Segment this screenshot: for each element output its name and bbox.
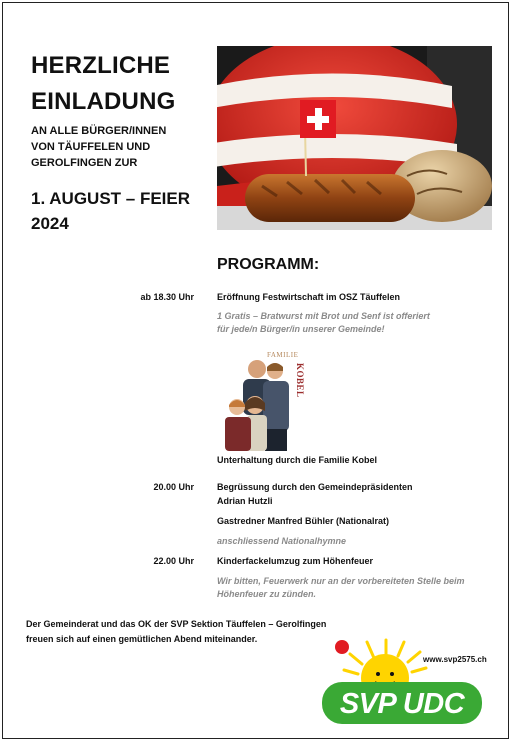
program-item-opening: Eröffnung Festwirtschaft im OSZ Täuffelen (217, 292, 401, 302)
photo-label-familie: FAMILIE (267, 351, 299, 359)
family-kobel-photo (217, 345, 309, 451)
program-item-torch-parade: Kinderfackelumzug zum Höhenfeuer (217, 556, 374, 566)
photo-label-kobel: KOBEL (295, 363, 305, 398)
website-link[interactable]: www.svp2575.ch (423, 655, 487, 664)
program-item-guest-speaker: Gastredner Manfred Bühler (Nationalrat) (217, 516, 390, 526)
swiss-flag-icon (300, 100, 336, 138)
date-line2: 2024 (31, 214, 69, 233)
footer-line2: freuen sich auf einen gemütlichen Abend miteinander. (26, 634, 258, 644)
date-line1: 1. AUGUST – FEIER (31, 189, 191, 208)
note-fireworks-line2: Höhenfeuer zu zünden. (217, 589, 316, 599)
note-bratwurst-line1: 1 Gratis – Bratwurst mit Brot und Senf ist offeriert (217, 311, 430, 321)
subtitle-line1: AN ALLE BÜRGER/INNEN (31, 125, 167, 137)
note-anthem: anschliessend Nationalhymne (217, 536, 347, 546)
subtitle-line3: GEROLFINGEN ZUR (31, 157, 138, 169)
hero-photo (217, 46, 492, 230)
program-item-mayor: Adrian Hutzli (217, 496, 273, 506)
footer-line1: Der Gemeinderat und das OK der SVP Sektion Täuffelen – Gerolfingen (26, 619, 327, 629)
time-1830: ab 18.30 Uhr (140, 292, 194, 302)
time-2200: 22.00 Uhr (153, 556, 194, 566)
title-line1: HERZLICHE (31, 52, 171, 79)
title-line2: EINLADUNG (31, 88, 176, 115)
subtitle-line2: VON TÄUFFELEN UND (31, 141, 151, 153)
svp-udc-logo (312, 638, 492, 732)
program-item-welcome: Begrüssung durch den Gemeindepräsidenten (217, 482, 413, 492)
program-item-entertainment: Unterhaltung durch die Familie Kobel (217, 455, 378, 465)
time-2000: 20.00 Uhr (153, 482, 194, 492)
logo-text: SVP UDC (339, 688, 465, 720)
note-fireworks-line1: Wir bitten, Feuerwerk nur an der vorbereiteten Stelle beim (217, 576, 465, 586)
program-heading: PROGRAMM: (217, 256, 320, 273)
note-bratwurst-line2: für jede/n Bürger/in unserer Gemeinde! (217, 324, 385, 334)
